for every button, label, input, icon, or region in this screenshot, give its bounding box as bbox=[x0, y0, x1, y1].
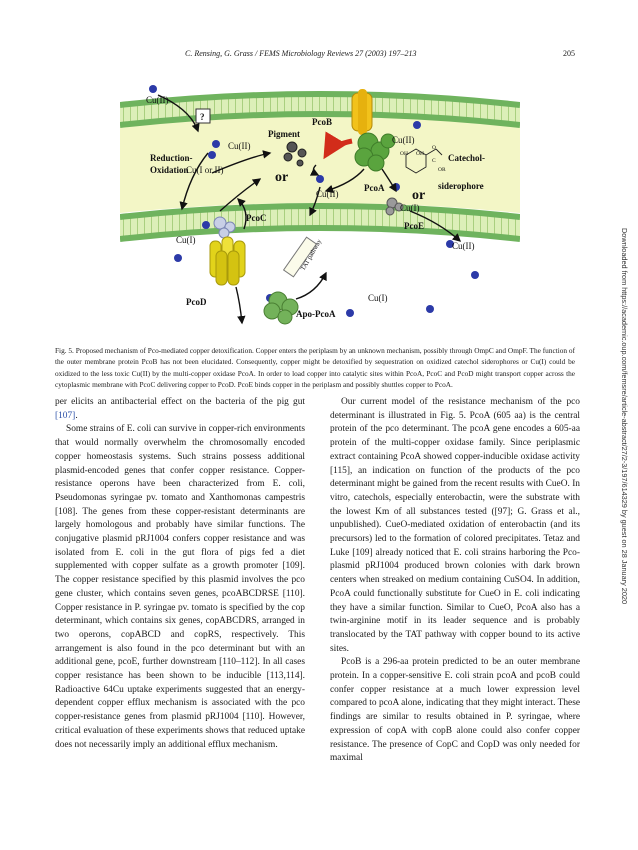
paragraph: Some strains of E. coli can survive in copper-rich environments that would normally overwhelm the chromosomally encoded copper homeostasis systems. Such strains possess additional plasmid-encoded genes that confer copper resistance. Copper-resistance operons have been characterized from E. coli, Pseudomonas syringae pv. tomato and Xanthomonas campestris [108]. The genes from these copper-resistant determinants are largely homologous and probably have similar functions. The conjugative plasmid pRJ1004 confers copper resistance and was isolated from E. coli in the gut flora of pigs fed a diet supplemented with copper sulfate as a growth promoter [109]. The copper resistance specified by this plasmid involves the pco gene cluster, which contains seven genes, pcoABCDRSE [110]. Copper resistance in P. syringae pv. tomato is specified by the cop determinant, which contains six genes, copABCDRS, arranged in two operons, copABCD and copRS, respectively. This arrangement is also found in the pco determinant but with an additional gene, pcoE, further downstream [110–112]. In all cases copper resistance has been shown to be inducible [113,114]. Radioactive 64Cu uptake experiments suggested that an energy-dependent copper efflux mechanism is associated with the pco copper-resistance genes from plasmid pRJ1004 [110]. However, critical evaluation of these experiments shows that reduced uptake does not necessarily imply an additional efflux mechanism. bbox=[55, 424, 305, 750]
label-catechol: Catechol- bbox=[448, 153, 485, 163]
copper-ion bbox=[208, 151, 216, 159]
copper-ion bbox=[413, 121, 421, 129]
label-pcod: PcoD bbox=[186, 297, 207, 307]
label-or-chem: OR bbox=[438, 167, 446, 173]
label-pcoc: PcoC bbox=[246, 213, 267, 223]
copper-ion bbox=[426, 305, 434, 313]
label-cu-i-bottom: Cu(I) bbox=[368, 293, 388, 303]
label-oh1: OH bbox=[400, 151, 408, 157]
figure-5 bbox=[120, 83, 520, 341]
copper-ion bbox=[346, 309, 354, 317]
label-cu-i-right: Cu(I) bbox=[400, 203, 420, 213]
label-cu-ii-right: Cu(II) bbox=[452, 241, 475, 251]
running-title: C. Rensing, G. Grass / FEMS Microbiology Reviews 27 (2003) 197–213 bbox=[185, 49, 417, 58]
figure-diagram bbox=[120, 83, 520, 341]
download-note: Downloaded from https://academic.oup.com/femsre/article-abstract/27/2-3/197/614329 by guest on 28 January 2020 bbox=[620, 228, 629, 605]
copper-ion bbox=[174, 254, 182, 262]
paragraph: per elicits an antibacterial effect on the bacteria of the pig gut [107]. bbox=[55, 397, 305, 421]
label-o: O bbox=[432, 145, 436, 151]
label-tat: TAT pathway bbox=[299, 238, 324, 272]
reference-link[interactable]: [107] bbox=[55, 410, 76, 421]
running-header bbox=[185, 49, 575, 58]
left-column bbox=[55, 396, 305, 752]
copper-ion bbox=[471, 271, 479, 279]
copper-ion bbox=[202, 221, 210, 229]
label-oxidation: Oxidation bbox=[150, 165, 189, 175]
figure-caption: Fig. 5. Proposed mechanism of Pco-mediated copper detoxification. Copper enters the periplasm by an unknown mechanism, possibly through OmpC and OmpF. The function of the outer membrane protein PcoB has not been elucidated. Consequently, copper might be detoxified by sequestration on oxidized catechol siderophores or Cu(I) could be oxidized to the less toxic Cu(II) by the multi-copper oxidase PcoA. In order to load copper into catalytic sites within PcoA, PcoC and PcoD might transport copper across the cytoplasmic membrane with PcoC delivering copper to PcoD. PcoE binds copper in the periplasm and possibly shuttles copper to PcoA. bbox=[55, 346, 575, 389]
label-apo-pcoa: Apo-PcoA bbox=[296, 309, 336, 319]
label-cu-pcob: Cu(II) bbox=[392, 135, 415, 145]
label-oh2: OH bbox=[416, 151, 424, 157]
label-pcob: PcoB bbox=[312, 117, 332, 127]
pcod-protein bbox=[210, 237, 245, 285]
label-pigment: Pigment bbox=[268, 129, 300, 139]
label-cu-periplasm: Cu(II) bbox=[228, 141, 251, 151]
label-pcoe: PcoE bbox=[404, 221, 424, 231]
label-cu-i-left: Cu(I) bbox=[176, 235, 196, 245]
label-cu-center: Cu(II) bbox=[316, 189, 339, 199]
page-number: 205 bbox=[563, 49, 575, 58]
pcob-protein bbox=[352, 89, 372, 135]
label-question: ? bbox=[200, 112, 205, 122]
copper-ion bbox=[212, 140, 220, 148]
label-cu-i-or-ii: Cu(I or II) bbox=[186, 165, 224, 175]
right-column bbox=[330, 396, 580, 766]
copper-ion bbox=[149, 85, 157, 93]
label-siderophore: siderophore bbox=[438, 181, 484, 191]
label-reduction: Reduction- bbox=[150, 153, 193, 163]
copper-ion bbox=[316, 175, 324, 183]
paragraph: Our current model of the resistance mechanism of the pco determinant is illustrated in Fig. 5. PcoA (605 aa) is the central protein of the pco determinant. The pcoA gene encodes a 605-aa protein of the multi-copper oxidase family. Since periplasmic extract containing PcoA showed copper-inducible oxidase activity [115], an indication on function of the products of the pco determinant might be gained from the recent results with CueO. In vitro, catechols, especially enterobactin, were the substrate with the lowest Km of all substances tested ([97]; G. Grass et al., unpublished). CueO-mediated oxidation of enterobactin (and its precursors) led to the formation of colored precipitates. Tetaz and Luke [109] already noticed that E. coli strains harboring the Pco-plasmid pRJ1004 produced brown colonies with dark brown centers when streaked on medium containing CuSO4. In addition, PcoA could functionally substitute for CueO in E. coli indicating they have a similar function. Similar to CueO, PcoA also has a twin-arginine motif in its leader sequence and is probably translocated by the TAT pathway with copper bound to its active sites. bbox=[330, 397, 580, 654]
label-c: C bbox=[432, 158, 436, 164]
label-pcoa: PcoA bbox=[364, 183, 385, 193]
label-cu-top: Cu(II) bbox=[146, 95, 169, 105]
label-or-right: or bbox=[412, 188, 426, 203]
label-or-left: or bbox=[275, 170, 289, 185]
paragraph: PcoB is a 296-aa protein predicted to be an outer membrane protein. In a copper-sensitive E. coli strain pcoA and pcoB could confer copper resistance at a much lower expression level compared to pcoA alone, indicating that they might interact. These findings are similar to results obtained in P. syringae, where expression of copA with copB alone could also confer copper resistance. The presence of CopC and CopD was only needed for maximal bbox=[330, 657, 581, 764]
